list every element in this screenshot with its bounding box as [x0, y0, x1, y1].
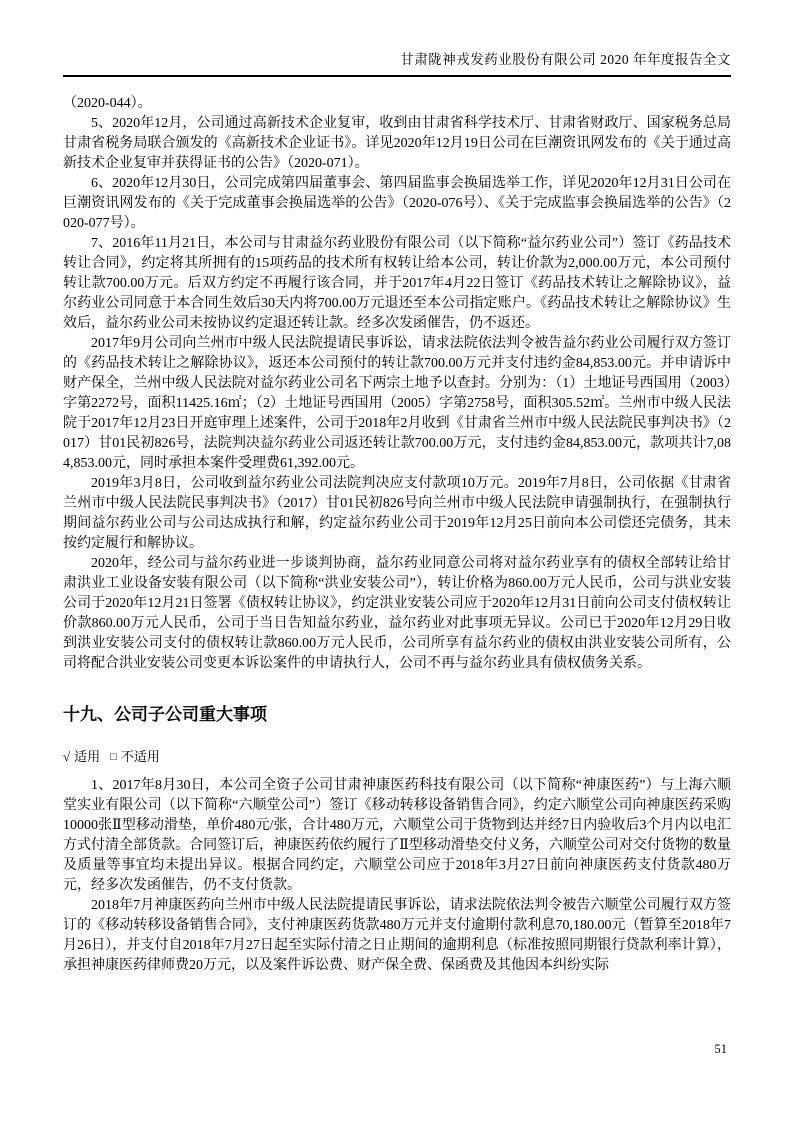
applicability-line	[63, 748, 731, 767]
section-heading-19: 十九、公司子公司重大事项	[63, 704, 267, 724]
paragraph-lawsuit-2017: 2017年9月公司向兰州市中级人民法院提请民事诉讼，请求法院依法判令被告益尔药业公司履行双方签订的《药品技术转让之解除协议》，返还本公司预付的转让款700.00万元并支付违约金84,853.00元。并申请诉中财产保全，兰州中级人民法院对益尔药业公司名下两宗土地予以查封。分别为：（1）土地证号西国用（2003）字第2272号，面积11425.16㎡；（2）土地证号西国用（2005）字第2758号，面积305.52㎡。兰州市中级人民法院于2017年12月23日开庭审理上述案件，公司于2018年2月收到《甘肃省兰州市中级人民法院民事判决书》（2017）甘01民初826号，法院判决益尔药业公司返还转让款700.00万元，支付违约金84,853.00元，款项共计7,084,853.00元，同时承担本案件受理费61,392.00元。	[63, 335, 731, 471]
paragraph-item-5: 5、2020年12月，公司通过高新技术企业复审，收到由甘肃省科学技术厅、甘肃省财政厅、国家税务总局甘肃省税务局联合颁发的《高新技术企业证书》。详见2020年12月19日公司在巨潮资讯网发布的《关于通过高新技术企业复审并获得证书的公告》（2020-071）。	[63, 115, 731, 171]
page-number: 51	[714, 1042, 727, 1056]
paragraph-enforcement-2019: 2019年3月8日，公司收到益尔药业公司法院判决应支付款项10万元。2019年7月8日，公司依据《甘肃省兰州市中级人民法院民事判决书》（2017）甘01民初826号向兰州市中级人民法院申请强制执行，在强制执行期间益尔药业公司与公司达成执行和解，约定益尔药业公司于2019年12月25日前向本公司偿还完债务，其未按约定履行和解协议。	[63, 475, 731, 551]
paragraph-continuation: （2020-044）。	[63, 95, 152, 111]
paragraph-item-7: 7、2016年11月21日，本公司与甘肃益尔药业股份有限公司（以下简称“益尔药业公司”）签订《药品技术转让合同》，约定将其所拥有的15项药品的技术所有权转让给本公司，转让价款为2,000.00万元，本公司预付转让款700.00万元。后双方约定不再履行该合同，并于2017年4月22日签订《药品技术转让之解除协议》，益尔药业公司同意于本合同生效后30天内将700.00万元退还至本公司指定账户。《药品技术转让之解除协议》生效后，益尔药业公司未按协议约定退还转让款。经多次发函催告，仍不返还。	[63, 235, 731, 331]
paragraph-subsidiary-contract: 1、2017年8月30日，本公司全资子公司甘肃神康医药科技有限公司（以下简称“神康医药”）与上海六顺堂实业有限公司（以下简称“六顺堂公司”）签订《移动转移设备销售合同》，约定六顺堂公司向神康医药采购10000张Ⅱ型移动滑垫，单价480元/张，合计480万元，六顺堂公司于货物到达并经7日内验收后3个月内以电汇方式付清全部货款。合同签订后，神康医药依约履行了Ⅱ型移动滑垫交付义务，六顺堂公司对交付货物的数量及质量等事宜均未提出异议。根据合同约定，六顺堂公司应于2018年3月27日前向神康医药支付货款480万元，经多次发函催告，仍不支付货款。	[63, 777, 731, 893]
check-mark-icon: √	[63, 748, 71, 764]
empty-checkbox-icon: □	[110, 750, 117, 763]
applicable-label: 适用	[74, 748, 101, 764]
page-header	[63, 52, 731, 77]
paragraph-subsidiary-lawsuit: 2018年7月神康医药向兰州市中级人民法院提请民事诉讼，请求法院依法判令被告六顺堂公司履行双方签订的《移动转移设备销售合同》，支付神康医药货款480万元并支付逾期付款利息70,180.00元（暂算至2018年7月26日），并支付自2018年7月27日起至实际付清之日止期间的逾期利息（标准按照同期银行贷款利率计算），承担神康医药律师费20万元，以及案件诉讼费、财产保全费、保函费及其他因本纠纷实际	[63, 897, 731, 973]
report-header-title: 甘肃陇神戎发药业股份有限公司 2020 年年度报告全文	[400, 52, 731, 67]
document-body	[63, 94, 731, 976]
not-applicable-label: 不适用	[120, 748, 160, 764]
paragraph-debt-transfer-2020: 2020年，经公司与益尔药业进一步谈判协商，益尔药业同意公司将对益尔药业享有的债权全部转让给甘肃洪业工业设备安装有限公司（以下简称“洪业安装公司”），转让价格为860.00万元人民币，公司与洪业安装公司于2020年12月21日签署《债权转让协议》，约定洪业安装公司应于2020年12月31日前向公司支付债权转让价款860.00万元人民币，公司于当日告知益尔药业，益尔药业对此事项无异议。公司已于2020年12月29日收到洪业安装公司支付的债权转让款860.00万元人民币，公司所享有益尔药业的债权由洪业安装公司所有，公司将配合洪业安装公司变更本诉讼案件的申请执行人，公司不再与益尔药业具有债权债务关系。	[63, 555, 731, 671]
paragraph-item-6: 6、2020年12月30日，公司完成第四届董事会、第四届监事会换届选举工作，详见2020年12月31日公司在巨潮资讯网发布的《关于完成董事会换届选举的公告》（2020-076号）、《关于完成监事会换届选举的公告》（2020-077号）。	[63, 175, 731, 231]
header-rule	[63, 75, 731, 77]
